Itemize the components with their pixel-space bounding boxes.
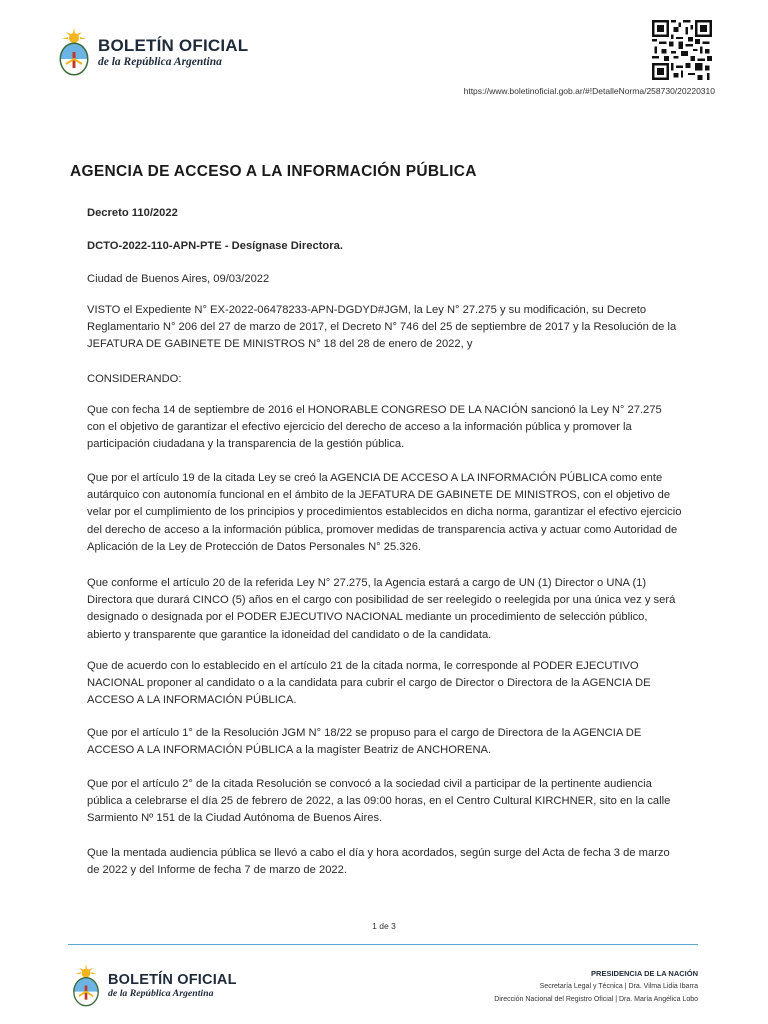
- place-date: Ciudad de Buenos Aires, 09/03/2022: [87, 273, 270, 285]
- paragraph: Que la mentada audiencia pública se llevó a cabo el día y hora acordados, según surge del Acta de fecha 3 de marzo de 2022 y del Informe de fecha 7 de marzo de 2022.: [87, 847, 670, 877]
- footer-credits: [398, 967, 698, 1006]
- logo-title: BOLETÍN OFICIAL: [98, 36, 249, 55]
- agency-title: AGENCIA DE ACCESO A LA INFORMACIÓN PÚBLICA: [70, 163, 477, 180]
- paragraph: Que por el artículo 19 de la citada Ley se creó la AGENCIA DE ACCESO A LA INFORMACIÓN PÚBLICA como ente autárquico con autonomía funcional en el ámbito de la JEFATURA DE GABINETE DE MINISTROS, con el objetivo de velar por el cumplimiento de los principios y procedimientos establecidos en dicha norma, garantizar el efectivo ejercicio del derecho de acceso a la información pública, promover medidas de transparencia activa y actuar como Autoridad de Aplicación de la Ley de Protección de Datos Personales N° 25.326.: [87, 472, 682, 553]
- decree-number: Decreto 110/2022: [87, 207, 178, 219]
- footer-logo: [70, 964, 237, 1007]
- paragraph-visto: VISTO el Expediente N° EX-2022-06478233-APN-DGDYD#JGM, la Ley N° 27.275 y su modificación, su Decreto Reglamentario N° 206 del 27 de marzo de 2017, el Decreto N° 746 del 25 de septiembre de 2017 y la Resolución de la JEFATURA DE GABINETE DE MINISTROS N° 18 del 28 de enero de 2022, y: [87, 304, 677, 351]
- coat-of-arms-icon: [56, 28, 92, 76]
- paragraph: Que con fecha 14 de septiembre de 2016 el HONORABLE CONGRESO DE LA NACIÓN sancionó la Ley N° 27.275 con el objetivo de garantizar el efectivo ejercicio del derecho de acceso a la información pública y promover la participación ciudadana y la transparencia de la gestión pública.: [87, 404, 662, 451]
- page-indicator: 1 de 3: [372, 921, 396, 931]
- footer-divider: [68, 944, 698, 945]
- footer-logo-title: BOLETÍN OFICIAL: [108, 972, 237, 988]
- paragraph: Que de acuerdo con lo establecido en el artículo 21 de la citada norma, le corresponde al PODER EJECUTIVO NACIONAL proponer al candidato o a la candidata para cubrir el cargo de Director o Directora de la AGENCIA DE ACCESO A LA INFORMACIÓN PÚBLICA.: [87, 660, 651, 707]
- coat-of-arms-icon: [70, 964, 102, 1007]
- paragraph: Que por el artículo 2° de la citada Resolución se convocó a la sociedad civil a participar de la pertinente audiencia pública a celebrarse el día 25 de febrero de 2022, a las 09:00 horas, en el Centro Cultural KIRCHNER, sito en la calle Sarmiento Nº 151 de la Ciudad Autónoma de Buenos Aires.: [87, 778, 671, 825]
- paragraph-considerando: CONSIDERANDO:: [87, 373, 182, 385]
- logo-subtitle: de la República Argentina: [98, 56, 222, 68]
- document-url[interactable]: https://www.boletinoficial.gob.ar/#!DetalleNorma/258730/20220310: [463, 86, 715, 96]
- paragraph: Que conforme el artículo 20 de la referida Ley N° 27.275, la Agencia estará a cargo de UN (1) Director o UNA (1) Directora que durará CINCO (5) años en el cargo con posibilidad de ser reelegido o reelegida por una única vez y será designado o designada por el PODER EJECUTIVO NACIONAL mediante un procedimiento de selección público, abierto y transparente que garantice la idoneidad del candidato o de la candidata.: [87, 577, 676, 641]
- footer-secretaria: Secretaría Legal y Técnica | Dra. Vilma Lidia Ibarra: [539, 983, 698, 990]
- footer-presidency: PRESIDENCIA DE LA NACIÓN: [591, 969, 698, 978]
- qr-code-icon: [652, 20, 712, 80]
- footer-logo-subtitle: de la República Argentina: [108, 988, 214, 999]
- paragraph: Que por el artículo 1° de la Resolución JGM N° 18/22 se propuso para el cargo de Directora de la AGENCIA DE ACCESO A LA INFORMACIÓN PÚBLICA a la magíster Beatriz de ANCHORENA.: [87, 727, 642, 757]
- boletin-oficial-logo: [56, 28, 248, 76]
- decree-code: DCTO-2022-110-APN-PTE - Desígnase Directora.: [87, 240, 343, 252]
- footer-direccion: Dirección Nacional del Registro Oficial | Dra. María Angélica Lobo: [494, 996, 698, 1003]
